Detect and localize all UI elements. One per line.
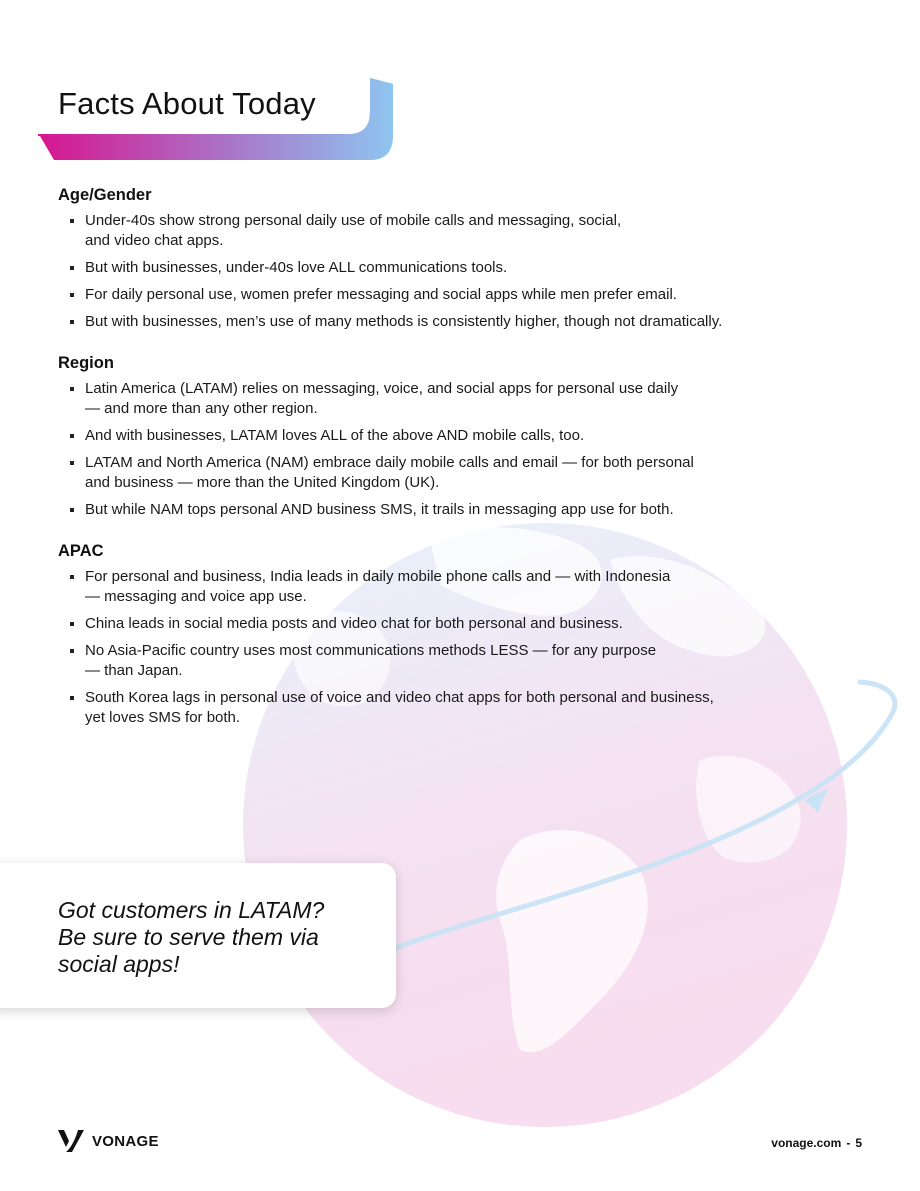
section-age-gender [58, 186, 848, 332]
footer-site: vonage.com [771, 1136, 842, 1150]
list-item: For personal and business, India leads in daily mobile phone calls and — with Indonesia — messaging and voice app use. [58, 567, 848, 607]
list-item: China leads in social media posts and video chat for both personal and business. [58, 614, 848, 634]
list-item: No Asia-Pacific country uses most communications methods LESS — for any purpose — than Japan. [58, 641, 848, 681]
section-apac [58, 542, 848, 728]
section-heading: Region [58, 354, 114, 372]
list-item: But with businesses, under-40s love ALL communications tools. [58, 258, 848, 278]
list-item: For daily personal use, women prefer messaging and social apps while men prefer email. [58, 285, 848, 305]
facts-content [58, 186, 848, 750]
section-heading: Age/Gender [58, 186, 152, 204]
vonage-logo [58, 1130, 159, 1152]
bullet-list [58, 211, 848, 332]
list-item: LATAM and North America (NAM) embrace daily mobile calls and email — for both personal and business — more than the United Kingdom (UK). [58, 453, 848, 493]
list-item: But while NAM tops personal AND business SMS, it trails in messaging app use for both. [58, 500, 848, 520]
list-item: Latin America (LATAM) relies on messaging, voice, and social apps for personal use daily — and more than any other region. [58, 379, 848, 419]
page-number: 5 [855, 1136, 862, 1150]
callout-text: Got customers in LATAM? Be sure to serve them via social apps! [58, 897, 325, 977]
page-footer [771, 1136, 862, 1150]
list-item: But with businesses, men’s use of many methods is consistently higher, though not dramatically. [58, 312, 848, 332]
list-item: South Korea lags in personal use of voice and video chat apps for both personal and business, yet loves SMS for both. [58, 688, 848, 728]
brand-name: VONAGE [92, 1132, 159, 1150]
list-item: And with businesses, LATAM loves ALL of the above AND mobile calls, too. [58, 426, 848, 446]
bullet-list [58, 379, 848, 520]
list-item: Under-40s show strong personal daily use of mobile calls and messaging, social, and video chat apps. [58, 211, 848, 251]
section-region [58, 354, 848, 520]
callout-box [0, 863, 396, 1008]
section-heading: APAC [58, 542, 104, 560]
footer-separator: - [846, 1136, 851, 1150]
vonage-v-icon [58, 1130, 84, 1152]
bullet-list [58, 567, 848, 728]
page-title: Facts About Today [58, 86, 316, 121]
